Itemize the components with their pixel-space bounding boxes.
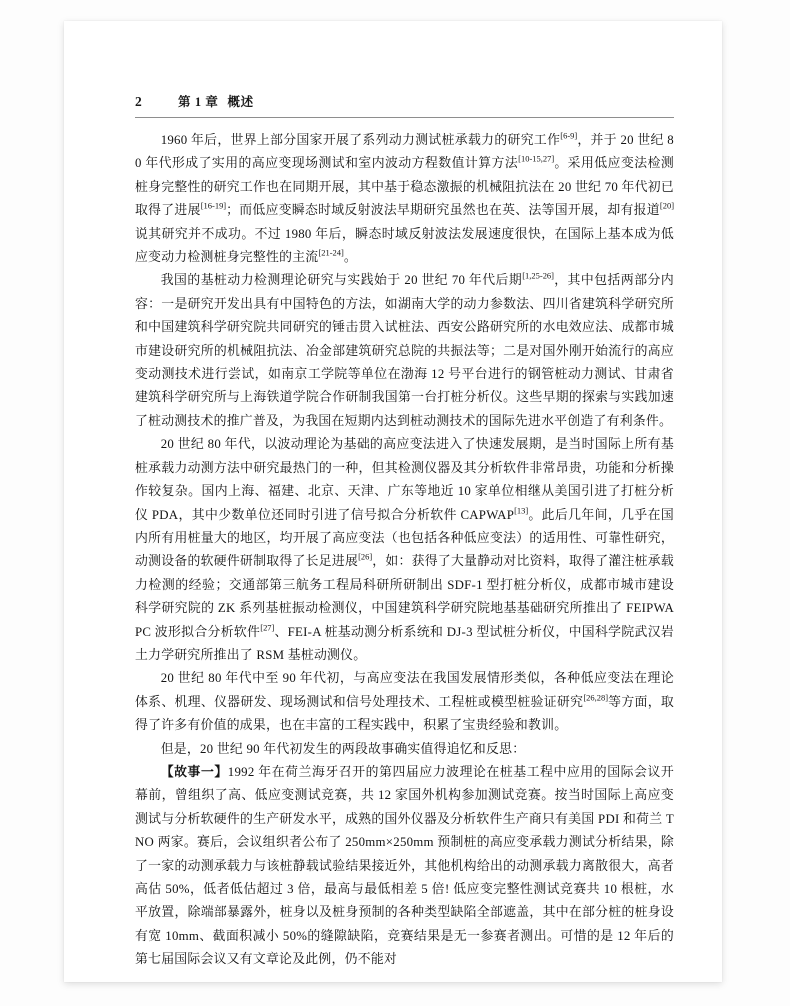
paragraph-4: 20 世纪 80 年代中至 90 年代初，与高应变法在我国发展情形类似，各种低应变法在理论体系、机理、仪器研发、现场测试和信号处理技术、工程桩或模型桩验证研究[26,28]等方面，取得了许多有价值的成果，也在丰富的工程实践中，积累了宝贵经验和教训。 (135, 671, 674, 733)
reference-marker: [10-15,27] (518, 154, 555, 165)
reference-marker: [26] (358, 552, 373, 563)
page-sheet (64, 21, 722, 982)
chapter-title: 概述 (227, 95, 254, 109)
reference-marker: [13] (514, 505, 529, 516)
paragraph-6-story-one: 【故事一】1992 年在荷兰海牙召开的第四届应力波理论在桩基工程中应用的国际会议开幕前，曾组织了高、低应变测试竞赛，共 12 家国外机构参加测试竞赛。按当时国际上高应变测试与分析软硬件的生产研发水平，成熟的国外仪器及分析软件生产商只有美国 PDI 和荷兰 TNO 两家。赛后，会议组织者公布了 250mm×250mm 预制桩的高应变承载力测试分析结果，除了一家的动测承载力与该桩静载试验结果接近外，其他机构给出的动测承载力离散很大，高者高估 50%，低者低估超过 3 倍，最高与最低相差 5 倍! 低应变完整性测试竞赛共 10 根桩，水平放置，除端部暴露外，桩身以及桩身预制的各种类型缺陷全部遮盖，其中在部分桩的桩身设有宽 10mm、截面积减小 50%的缝隙缺陷，竞赛结果是无一参赛者测出。可惜的是 12 年后的第七届国际会议又有文章论及此例，仍不能对 (135, 764, 674, 967)
reference-marker: [21-24] (318, 247, 344, 258)
running-head (135, 92, 674, 112)
page-number: 2 (135, 94, 143, 109)
reference-marker: [27] (260, 622, 275, 633)
reference-marker: [6-9] (560, 130, 578, 141)
reference-marker: [20] (659, 200, 675, 211)
story-label: 【故事一】 (160, 764, 228, 779)
reference-marker: [1,25-26] (522, 271, 554, 282)
body-text (135, 129, 674, 972)
paragraph-3: 20 世纪 80 年代，以波动理论为基础的高应变法进入了快速发展期，是当时国际上所有基桩承载力动测方法中研究最热门的一种，但其检测仪器及其分析软件非常昂贵，功能和分析操作较复杂。国内上海、福建、北京、天津、广东等地近 10 家单位相继从美国引进了打桩分析仪 PDA，其中少数单位还同时引进了信号拟合分析软件 CAPWAP[13]。此后几年间，几乎在国内所有用桩量大的地区，均开展了高应变法（也包括各种低应变法）的适用性、可靠性研究，动测设备的软硬件研制取得了长足进展[26]，如：获得了大量静动对比资料，取得了灌注桩承载力检测的经验；交通部第三航务工程局科研所研制出 SDF-1 型打桩分析仪，成都市城市建设科学研究院的 ZK 系列基桩振动检测仪，中国建筑科学研究院地基基础研究所推出了 FEIPWAPC 波形拟合分析软件[27]、FEI-A 桩基动测分析系统和 DJ-3 型试桩分析仪，中国科学院武汉岩土力学研究所推出了 RSM 基桩动测仪。 (135, 437, 674, 662)
paragraph-2: 我国的基桩动力检测理论研究与实践始于 20 世纪 70 年代后期[1,25-26]，其中包括两部分内容：一是研究开发出具有中国特色的方法，如湖南大学的动力参数法、四川省建筑科学研究所和中国建筑科学研究院共同研究的锤击贯入试桩法、西安公路研究所的水电效应法、成都市城市建设研究所的机械阻抗法、冶金部建筑研究总院的共振法等；二是对国外刚开始流行的高应变动测技术进行尝试，如南京工学院等单位在渤海 12 号平台进行的钢管桩动力测试、甘肃省建筑科学研究所与上海铁道学院合作研制我国第一台打桩分析仪。这些早期的探索与实践加速了桩动测技术的推广普及，为我国在短期内达到桩动测技术的国际先进水平创造了有利条件。 (135, 271, 674, 428)
reference-marker: [16-19] (200, 200, 227, 211)
paragraph-1: 1960 年后，世界上部分国家开展了系列动力测试桩承载力的研究工作[6-9]，并于 20 世纪 80 年代形成了实用的高应变现场测试和室内波动方程数值计算方法[10-15,27]。采用低应变法检测桩身完整性的研究工作也在同期开展，其中基于稳态激振的机械阻抗法在 20 世纪 70 年代初已取得了进展[16-19]；而低应变瞬态时域反射波法早期研究虽然也在英、法等国开展，却有报道[20] 说其研究并不成功。不过 1980 年后，瞬态时域反射波法发展速度很快，在国际上基本成为低应变动力检测桩身完整性的主流[21-24]。 (135, 130, 675, 265)
running-head-rule (135, 117, 674, 118)
reference-marker: [26,28] (583, 692, 609, 703)
chapter-number-label: 第 1 章 (178, 95, 219, 109)
page-content-area (135, 92, 674, 972)
chapter-heading (178, 92, 254, 110)
paragraph-5: 但是，20 世纪 90 年代初发生的两段故事确实值得追忆和反思： (160, 741, 526, 756)
